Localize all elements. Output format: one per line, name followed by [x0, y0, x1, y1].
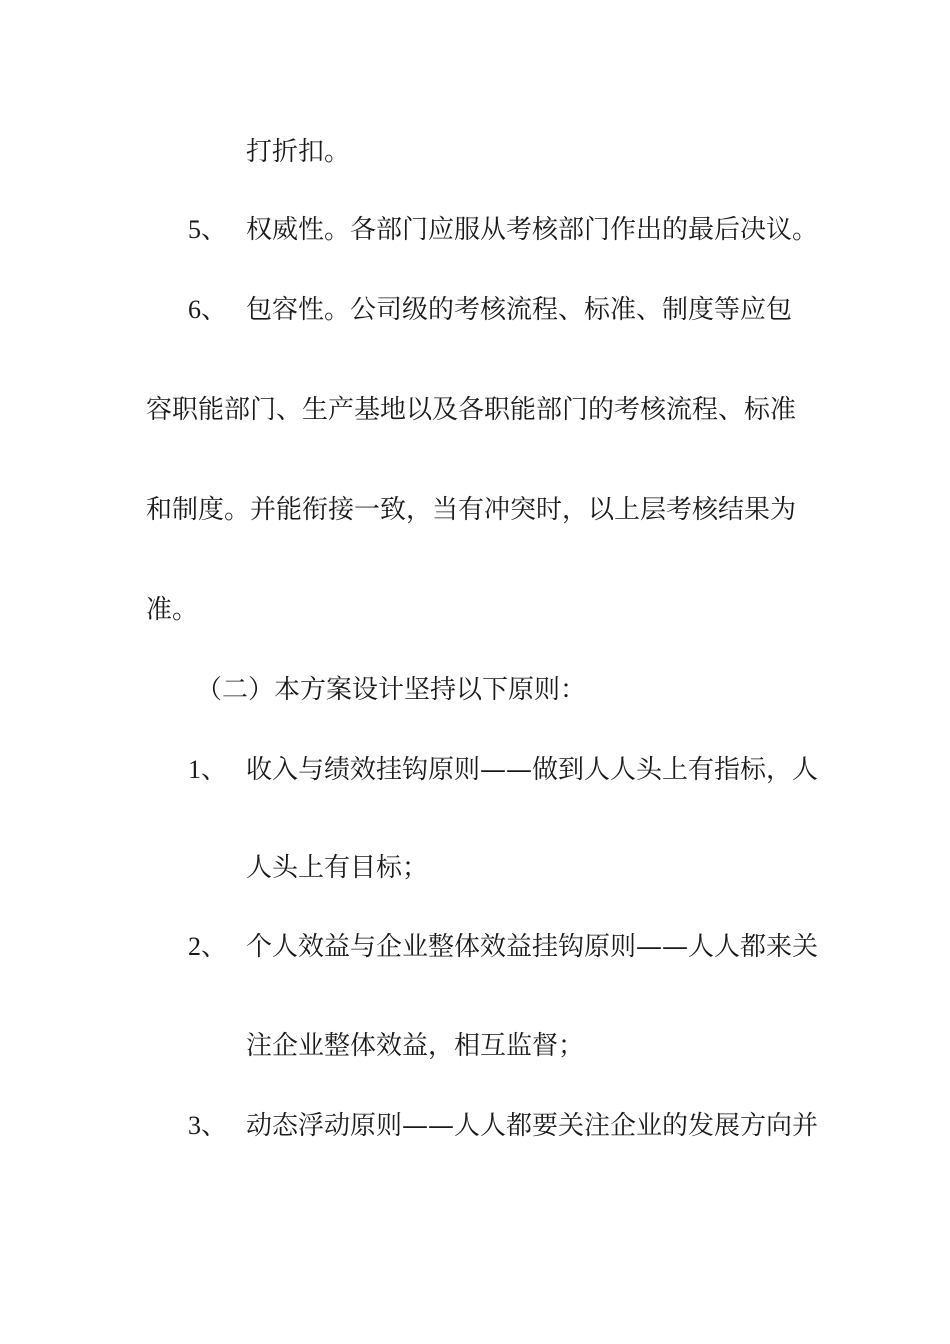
section-heading: （二）本方案设计坚持以下原则： — [196, 675, 587, 705]
principle-2-text-1: 个人效益与企业整体效益挂钩原则——人人都来关 — [246, 932, 819, 962]
principle-number-1: 1、 — [188, 755, 228, 784]
list-item-6-text-1: 包容性。公司级的考核流程、标准、制度等应包 — [246, 295, 793, 325]
principle-2-text-2: 注企业整体效益，相互监督； — [246, 1031, 585, 1061]
principle-1-text-1: 收入与绩效挂钩原则——做到人人头上有指标，人 — [246, 755, 819, 785]
paragraph-line: 打折扣。 — [246, 137, 351, 167]
list-number-5: 5、 — [188, 215, 228, 244]
list-number-6: 6、 — [188, 295, 228, 324]
list-item-6-text-4: 准。 — [146, 595, 199, 625]
list-item-6-text-2: 容职能部门、生产基地以及各职能部门的考核流程、标准 — [146, 395, 797, 425]
principle-number-3: 3、 — [188, 1111, 228, 1140]
list-item-5-text: 权威性。各部门应服从考核部门作出的最后决议。 — [246, 215, 819, 245]
list-item-6-text-3: 和制度。并能衔接一致，当有冲突时，以上层考核结果为 — [146, 495, 797, 525]
principle-3-text-1: 动态浮动原则——人人都要关注企业的发展方向并 — [246, 1111, 819, 1141]
principle-number-2: 2、 — [188, 932, 228, 961]
principle-1-text-2: 人头上有目标； — [246, 853, 429, 883]
